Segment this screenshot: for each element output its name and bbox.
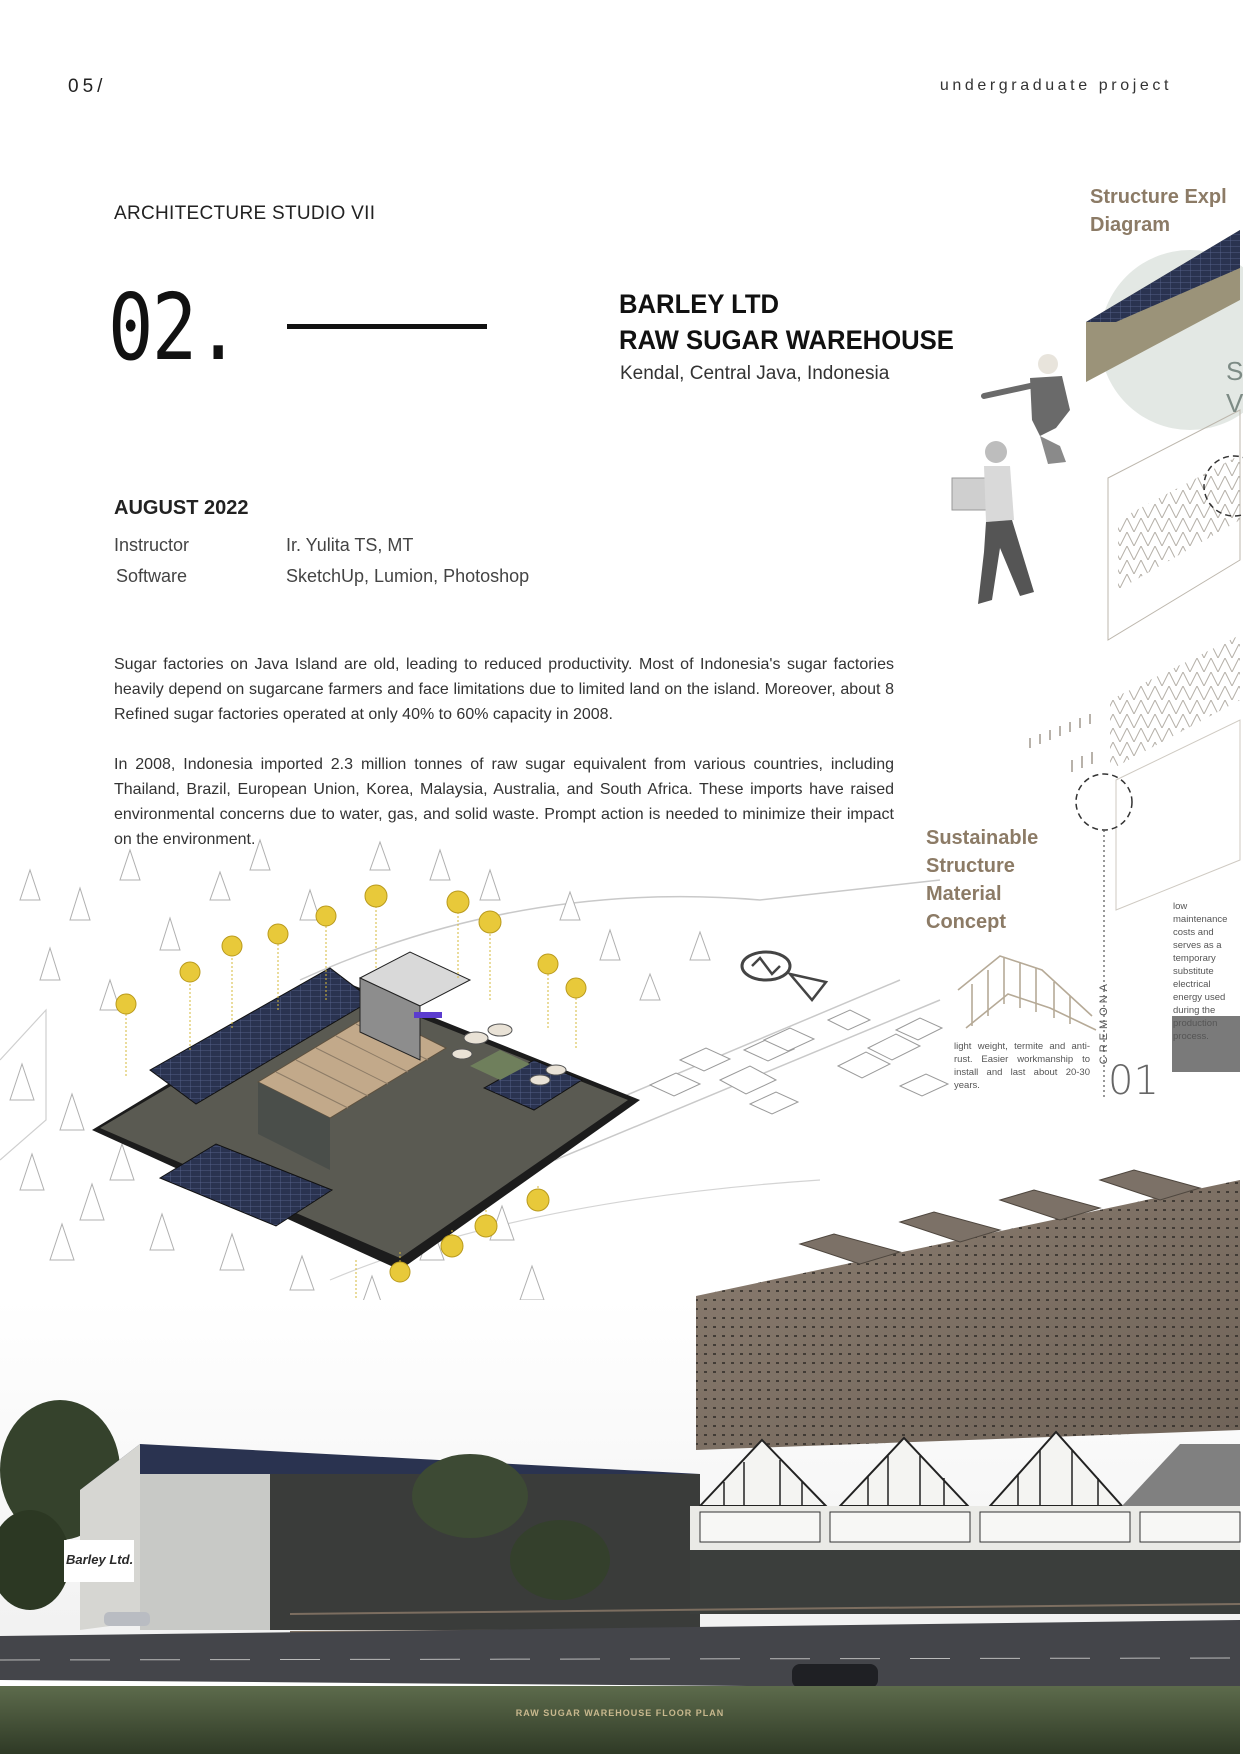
title-rule [287, 324, 487, 329]
cremona-truss-sketch [958, 956, 1096, 1030]
studio-label: ARCHITECTURE STUDIO VII [114, 203, 376, 224]
sustainable-title-line1: Sustainable [926, 827, 1039, 849]
import-paragraph: In 2008, Indonesia imported 2.3 million tonnes of raw sugar equivalent from various countries, including Thailand, Brazil, European Union, Korea, Malaysia, Australia, and South Africa. These imports have raised environmental concerns due to water, gas, and solid waste. Prompt action is needed to minimize their impact on the environment. [114, 756, 894, 848]
running-head: undergraduate project [939, 77, 1172, 94]
circle-letter-s: S [1226, 356, 1243, 386]
floor-plan-caption: RAW SUGAR WAREHOUSE FLOOR PLAN [515, 1708, 725, 1718]
sustainable-title-line4: Concept [926, 911, 1006, 933]
sustainable-concept-title [926, 824, 1038, 936]
meta-label-software: Software [116, 566, 188, 586]
structure-diagram-title-line2: Diagram [1090, 214, 1171, 236]
worker-figures [952, 354, 1070, 604]
circle-letter-v: V [1226, 388, 1243, 418]
sustainable-title-line2: Structure [926, 855, 1015, 877]
sustainable-title-line3: Material [926, 883, 1002, 905]
facade-sign: Barley Ltd. [66, 1552, 134, 1567]
intro-paragraph: Sugar factories on Java Island are old, leading to reduced productivity. Most of Indonesia's sugar factories heavily depend on sugarcane farmers and face limitations due to limited land on the island. Moreover, about 8 Refined sugar factories operated at only 40% to 60% capacity in 2008. [114, 656, 894, 723]
project-title-line1: BARLEY LTD [619, 289, 780, 319]
page-number: 05/ [68, 76, 107, 97]
project-title [619, 286, 954, 358]
project-location: Kendal, Central Java, Indonesia [620, 363, 890, 384]
exterior-render [0, 1170, 1240, 1754]
site-plan-axonometric [0, 840, 948, 1322]
cremona-note: light weight, termite and anti-rust. Easier workmanship to install and last about 20-30 years. [954, 1041, 1090, 1091]
cremona-number: 01 [1108, 1058, 1159, 1104]
project-date: AUGUST 2022 [114, 497, 249, 519]
solar-note: low maintenance costs and serves as a temporary substitute electrical energy used during the production process. [1173, 901, 1228, 1042]
cremona-label: CREMONA [1098, 980, 1110, 1065]
structure-diagram-title [1090, 183, 1227, 239]
meta-label-instructor: Instructor [114, 535, 190, 555]
project-number: 02. [108, 274, 240, 381]
meta-value-software: SketchUp, Lumion, Photoshop [286, 566, 530, 586]
meta-value-instructor: Ir. Yulita TS, MT [286, 535, 414, 555]
structure-diagram-title-line1: Structure Expl [1090, 186, 1227, 208]
project-title-line2: RAW SUGAR WAREHOUSE [619, 325, 954, 355]
